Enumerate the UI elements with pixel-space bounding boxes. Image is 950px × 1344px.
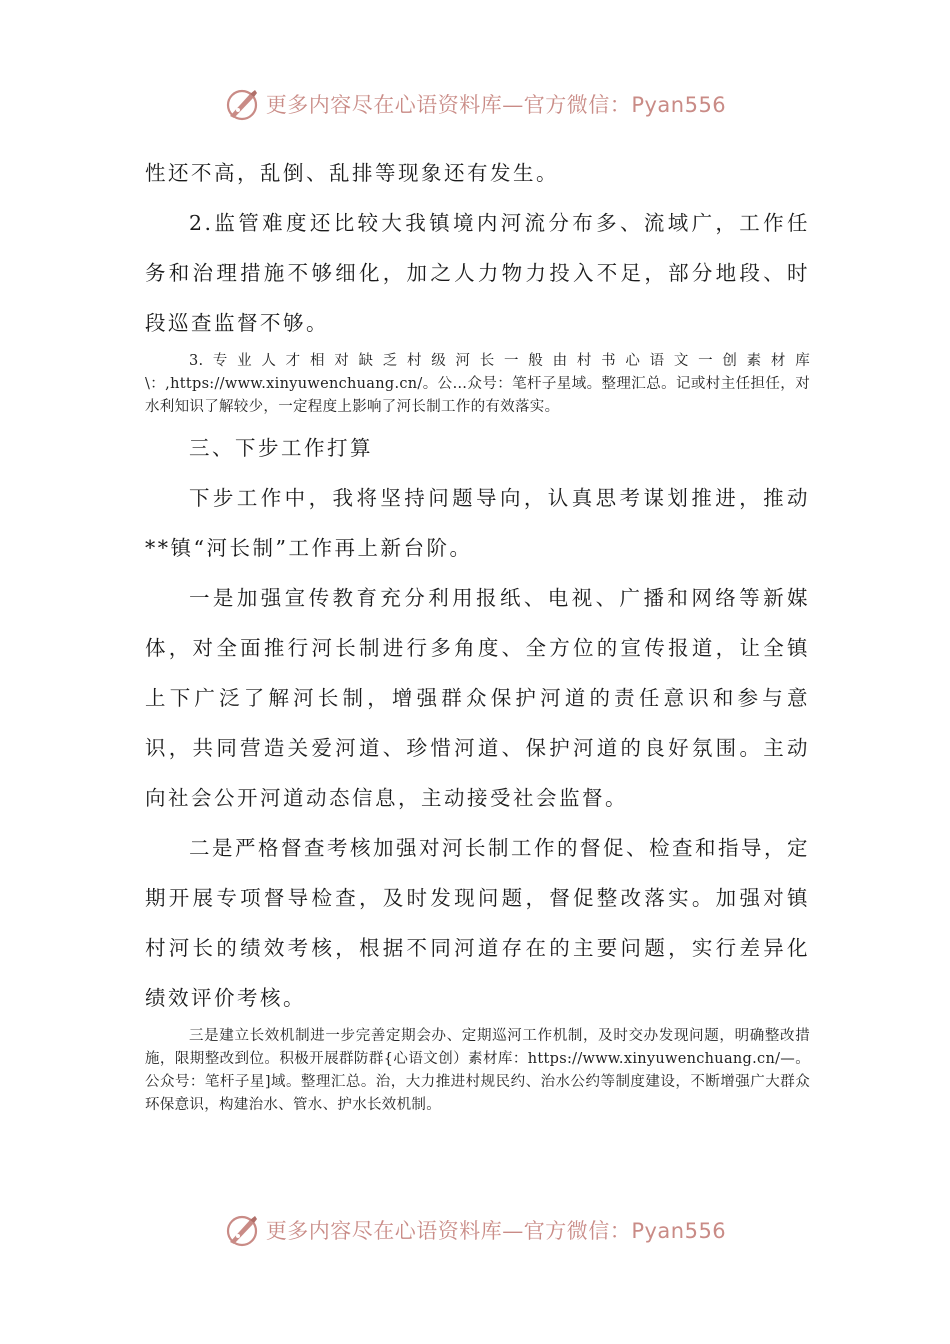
- footer-text-en: Pyan556: [631, 1219, 727, 1243]
- paragraph-intro: 下步工作中，我将坚持问题导向，认真思考谋划推进，推动**镇“河长制”工作再上新台阶。: [145, 486, 810, 560]
- paragraph-measure-3: 三是建立长效机制进一步完善定期会办、定期巡河工作机制，及时交办发现问题，明确整改措施，限期整改到位。积极开展群防群{心语文创）素材库：https://www.xinyuwenchuang.cn/—。公众号：笔杆子星]域。整理汇总。治，大力推进村规民约、治水公约等制度建设，不断增强广大群众环保意识，构建治水、管水、护水长效机制。: [145, 1028, 810, 1113]
- pen-logo-icon: [224, 1212, 260, 1248]
- footer-banner: [0, 1210, 950, 1250]
- footer-text-cn: 更多内容尽在心语资料库—官方微信：: [265, 1219, 632, 1243]
- header-text-cn: 更多内容尽在心语资料库—官方微信：: [265, 93, 632, 117]
- section-heading: 三、下步工作打算: [189, 436, 373, 460]
- header-banner: [0, 84, 950, 124]
- header-text: [266, 89, 726, 119]
- paragraph-measure-2: 二是严格督查考核加强对河长制工作的督促、检查和指导，定期开展专项督导检查，及时发现问题，督促整改落实。加强对镇村河长的绩效考核，根据不同河道存在的主要问题，实行差异化绩效评价考核。: [145, 836, 810, 1010]
- footer-text: [266, 1215, 726, 1245]
- paragraph-point-3: 3.专业人才相对缺乏村级河长一般由村书心语文一创素材库\：,https://www.xinyuwenchuang.cn/。公…众号：笔杆子星域。整理汇总。记或村主任担任，对水利知识了解较少，一定程度上影响了河长制工作的有效落实。: [145, 353, 810, 415]
- paragraph-point-2: 2.监管难度还比较大我镇境内河流分布多、流域广，工作任务和治理措施不够细化，加之人力物力投入不足，部分地段、时段巡查监督不够。: [145, 211, 810, 335]
- paragraph-measure-1: 一是加强宣传教育充分利用报纸、电视、广播和网络等新媒体，对全面推行河长制进行多角度、全方位的宣传报道，让全镇上下广泛了解河长制，增强群众保护河道的责任意识和参与意识，共同营造关爱河道、珍惜河道、保护河道的良好氛围。主动向社会公开河道动态信息，主动接受社会监督。: [145, 586, 810, 810]
- header-text-en: Pyan556: [631, 93, 727, 117]
- pen-logo-icon: [224, 86, 260, 122]
- document-body: [145, 148, 810, 1121]
- paragraph-continuation: 性还不高，乱倒、乱排等现象还有发生。: [145, 161, 559, 185]
